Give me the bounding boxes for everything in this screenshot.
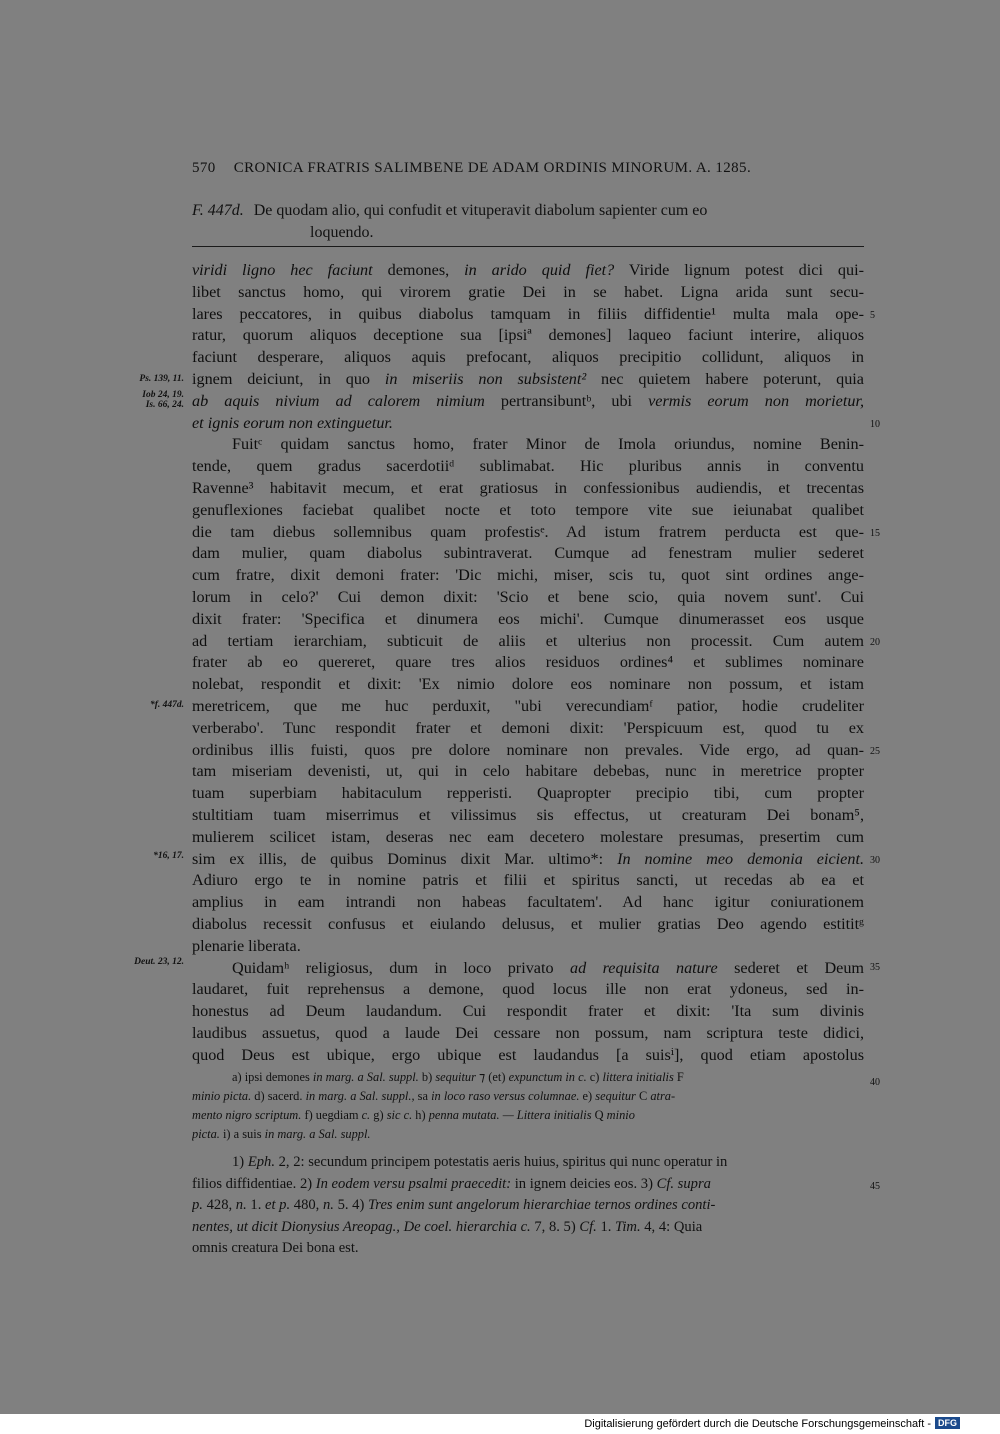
text-span: in arido quid fiet? xyxy=(464,261,615,279)
line-number: 40 xyxy=(870,1077,880,1088)
text-line: faciunt desperare, aliquos aquis prefocant, aliquos precipitio collidunt, aliquos in xyxy=(192,348,864,367)
text-line: ordinibus illis fuisti, quos pre dolore nominare non prevales. Vide ergo, ad quan- xyxy=(192,740,864,759)
text-span: ⁊ (et) xyxy=(475,1070,509,1084)
footnote-line: omnis creatura Dei bona est. xyxy=(192,1240,359,1257)
text-span: h) xyxy=(412,1108,429,1122)
text-span: n. xyxy=(322,1197,334,1214)
text-span: minio xyxy=(606,1108,635,1122)
text-span: Q xyxy=(591,1108,607,1122)
text-span: F xyxy=(673,1070,684,1084)
text-line: plenarie liberata. xyxy=(192,936,301,955)
text-span: nentes, ut dicit Dionysius Areopag., De coel. hierarchia c. xyxy=(192,1218,531,1235)
heading-rule xyxy=(192,246,864,247)
text-span: demones, xyxy=(372,261,465,279)
text-line: Ravenne³ habitavit mecum, et erat gratiosus in confessionibus audiendis, et trecentas xyxy=(192,478,864,497)
text-line: genuflexiones faciebat qualibet nocte et toto tempore vite sue ieiunabat qualibet xyxy=(192,500,864,519)
text-span: e) xyxy=(579,1089,596,1103)
text-span: expunctum in c. xyxy=(508,1070,587,1084)
text-span: 428, xyxy=(202,1197,236,1214)
text-line: tuam superbiam habitaculum repperisti. Quapropter precipio tibi, cum propter xyxy=(192,784,864,803)
text-span: Eph. xyxy=(247,1154,275,1170)
text-span: in miseriis non subsistent² xyxy=(384,369,587,388)
apparatus-line xyxy=(192,1068,864,1087)
text-span: picta. xyxy=(192,1127,220,1141)
margin-citation: Iob 24, 19. xyxy=(142,390,184,400)
text-span: 2, 2: secundum principem potestatis aeris huius, spiritus qui nunc operatur in xyxy=(274,1154,728,1170)
text-line xyxy=(192,849,864,871)
margin-citation: Ps. 139, 11. xyxy=(139,374,184,384)
text-span: sim ex illis, de quibus Dominus dixit Mar. ultimo*: xyxy=(192,849,618,868)
text-span: 1. xyxy=(246,1197,265,1214)
text-line: amplius in eam intrandi non habeas facultatem'. Ad hanc igitur coniurationem xyxy=(192,893,864,912)
margin-citation: Is. 66, 24. xyxy=(145,400,184,410)
text-line: laudaret, fuit reprehensus a demone, quod locus ille non erat ydoneus, sed in- xyxy=(192,980,864,999)
text-line xyxy=(192,958,864,980)
text-line: cum fratre, dixit demoni frater: 'Dic michi, miser, scis tu, quot sint ordines ange- xyxy=(192,566,864,585)
text-line: tende, quem gradus sacerdotiiᵈ sublimabat. Hic pluribus annis in conventu xyxy=(192,457,864,476)
text-span: In nomine meo demonia eicient. xyxy=(617,849,864,868)
text-span: 5. 4) xyxy=(333,1197,368,1214)
text-span: b) xyxy=(418,1070,436,1084)
text-span: ab aquis nivium ad calorem nimium xyxy=(192,391,485,410)
dfg-logo: DFG xyxy=(935,1417,960,1429)
text-span: 7, 8. 5) xyxy=(530,1218,580,1235)
text-line xyxy=(192,391,864,413)
line-number: 5 xyxy=(870,310,875,321)
apparatus-line xyxy=(192,1087,864,1106)
text-line: nolebat, respondit et dixit: 'Ex nimio dolore eos nominare non possum, et istam xyxy=(192,675,864,694)
text-line: ad tertiam ierarchiam, subticuit de aliis et ulterius non processit. Cum autem xyxy=(192,631,864,650)
text-span: 480, xyxy=(290,1197,323,1214)
text-span: 4, 4: Quia xyxy=(640,1218,703,1235)
text-span: vermis eorum non morietur, xyxy=(648,391,864,410)
chapter-title-line: loquendo. xyxy=(310,224,374,241)
footnotes xyxy=(192,1152,864,1260)
text-span: filios diffidentiae. 2) xyxy=(192,1175,316,1192)
text-line: verberabo'. Tunc respondit frater et demoni dixit: 'Perspicuum est, quod tu ex xyxy=(192,718,864,737)
text-span: f) uegdiam xyxy=(301,1108,362,1122)
text-line: dam mulier, quam diabolus subintraverat. Cumque ad fenestram mulier sederet xyxy=(192,544,864,563)
text-line: mulierem scilicet istam, deseras nec eam decetero molestare presumas, presertim cum xyxy=(192,827,864,846)
text-span: in loco raso versus columnae. xyxy=(431,1089,580,1103)
text-span: sequitur xyxy=(435,1070,476,1084)
line-number: 30 xyxy=(870,855,880,866)
margin-citation: *f. 447d. xyxy=(149,700,184,710)
text-line: honestus ad Deum laudandum. Cui respondit frater et dixit: 'Ita sum divinis xyxy=(192,1002,864,1021)
text-line: quod Deus est ubique, ergo ubique est laudandus [a suisⁱ], quod etiam apostolus xyxy=(192,1045,864,1064)
chapter-title-line: De quodam alio, qui confudit et vituperavit diabolum sapienter cum eo xyxy=(253,202,708,219)
text-line: libet sanctus homo, qui virorem gratie Dei in se habet. Ligna arida sunt secu- xyxy=(192,282,864,301)
text-span: littera initialis xyxy=(602,1070,674,1084)
apparatus-line xyxy=(192,1106,864,1125)
text-span: n. xyxy=(235,1197,247,1214)
running-title: CRONICA FRATRIS SALIMBENE DE ADAM ORDINIS MINORUM. A. 1285. xyxy=(233,160,752,176)
text-span: sederet et Deum xyxy=(717,958,864,977)
line-number: 20 xyxy=(870,637,880,648)
text-span: a) ipsi demones xyxy=(232,1070,313,1084)
text-span: 1) xyxy=(232,1154,248,1170)
text-line: et ignis eorum non extinguetur. xyxy=(192,413,393,432)
text-line: meretricem, que me huc perduxit, "ubi verecundiamᶠ patior, hodie crudeliter xyxy=(192,696,864,715)
footnote-line xyxy=(192,1195,864,1217)
text-span: in ignem deicies eos. 3) xyxy=(511,1175,657,1192)
text-line: lares peccatores, in quibus diabolus tamquam in filiis diffidentie¹ multa mala ope- xyxy=(192,304,864,323)
line-number: 10 xyxy=(870,419,880,430)
text-span: Cf. xyxy=(579,1218,597,1235)
text-span: g) xyxy=(370,1108,387,1122)
text-line: Fuitᶜ quidam sanctus homo, frater Minor de Imola oriundus, nomine Benin- xyxy=(232,435,864,454)
text-span: atra- xyxy=(650,1089,676,1103)
text-span: viridi ligno hec faciunt xyxy=(192,261,373,279)
main-text xyxy=(192,260,864,1066)
text-line: tam miseriam devenisti, ut, qui in celo habitare debebas, nunc in meretrice propter xyxy=(192,762,864,781)
funding-credit xyxy=(584,1417,960,1430)
text-line: die tam diebus sollemnibus quam profestisᵉ. Ad istum fratrem perducta est que- xyxy=(192,522,864,541)
text-span: pertransibuntᵇ, ubi xyxy=(484,391,649,410)
text-span: i) a suis xyxy=(219,1127,265,1141)
text-span: Tres enim sunt angelorum hierarchiae ternos ordines conti- xyxy=(368,1197,716,1214)
text-span: nec quietem habere poterunt, quia xyxy=(586,369,864,388)
text-span: minio picta. xyxy=(192,1089,252,1103)
text-span: mento nigro scriptum. xyxy=(192,1108,302,1122)
text-line: laudibus assuetus, quod a laude Dei cessare non possum, nam scriptura teste didici, xyxy=(192,1023,864,1042)
text-span: sa xyxy=(414,1089,432,1103)
text-line: dixit frater: 'Specifica et dinumera eos michi'. Cumque dinumerasset eos usque xyxy=(192,609,864,628)
critical-apparatus xyxy=(192,1068,864,1144)
text-line xyxy=(192,260,864,282)
line-number: 45 xyxy=(870,1181,880,1192)
text-span: sequitur xyxy=(595,1089,636,1103)
text-span: in marg. a Sal. suppl. xyxy=(264,1127,371,1141)
text-span: Quidamʰ religiosus, dum in loco privato xyxy=(232,958,570,977)
footnote-line xyxy=(192,1152,864,1174)
text-line: ratur, quorum aliquos deceptione sua [ipsiª demones] laqueo faciunt interire, aliquos xyxy=(192,326,864,345)
running-header xyxy=(192,160,862,177)
line-number: 25 xyxy=(870,746,880,757)
margin-citation: Deut. 23, 12. xyxy=(134,957,184,967)
chapter-heading xyxy=(192,200,864,244)
text-span: 1. xyxy=(596,1218,616,1235)
page-number: 570 xyxy=(192,160,216,176)
text-span: ignem deiciunt, in quo xyxy=(192,369,385,388)
text-span: sic c. xyxy=(386,1108,413,1122)
text-span: d) sacerd. xyxy=(251,1089,306,1103)
text-span: c) xyxy=(586,1070,603,1084)
text-span: ad requisita nature xyxy=(570,958,718,977)
credit-text: Digitalisierung gefördert durch die Deutsche Forschungsgemeinschaft - xyxy=(584,1418,931,1430)
text-span: C xyxy=(635,1089,651,1103)
text-span: in marg. a Sal. suppl. xyxy=(312,1070,419,1084)
text-span: p. xyxy=(192,1197,203,1214)
text-span: In eodem versu psalmi praecedit: xyxy=(315,1175,512,1192)
text-line: diabolus recessit confusus et eiulando delusus, et mulier gratias Deo agendo estititᵍ xyxy=(192,914,864,933)
apparatus-line xyxy=(192,1125,864,1144)
line-number: 15 xyxy=(870,528,880,539)
folio-reference: F. 447d. xyxy=(192,202,244,219)
line-number: 35 xyxy=(870,962,880,973)
text-line: Adiuro ergo te in nomine patris et filii et spiritus sancti, ut recedas ab ea et xyxy=(192,871,864,890)
text-span: penna mutata. — Littera initialis xyxy=(428,1108,592,1122)
text-line: frater ab eo quereret, quare tres alios residuos ordines⁴ et sublimes nominare xyxy=(192,653,864,672)
margin-citation: *16, 17. xyxy=(153,851,184,861)
text-span: in marg. a Sal. suppl., xyxy=(305,1089,415,1103)
text-line: stultitiam tuam miserrimus et vilissimus sis effectus, ut creaturam Dei bonam⁵, xyxy=(192,805,864,824)
footnote-line xyxy=(192,1174,864,1196)
footnote-line xyxy=(192,1217,864,1239)
text-line: lorum in celo?' Cui demon dixit: 'Scio et bene scio, quia novem sunt'. Cui xyxy=(192,587,864,606)
text-span: Cf. supra xyxy=(656,1175,711,1192)
text-span: Tim. xyxy=(615,1218,641,1235)
text-span: c. xyxy=(361,1108,371,1122)
text-span: et p. xyxy=(265,1197,291,1214)
text-line xyxy=(192,369,864,391)
text-span: Viride lignum potest dici qui- xyxy=(614,261,864,279)
